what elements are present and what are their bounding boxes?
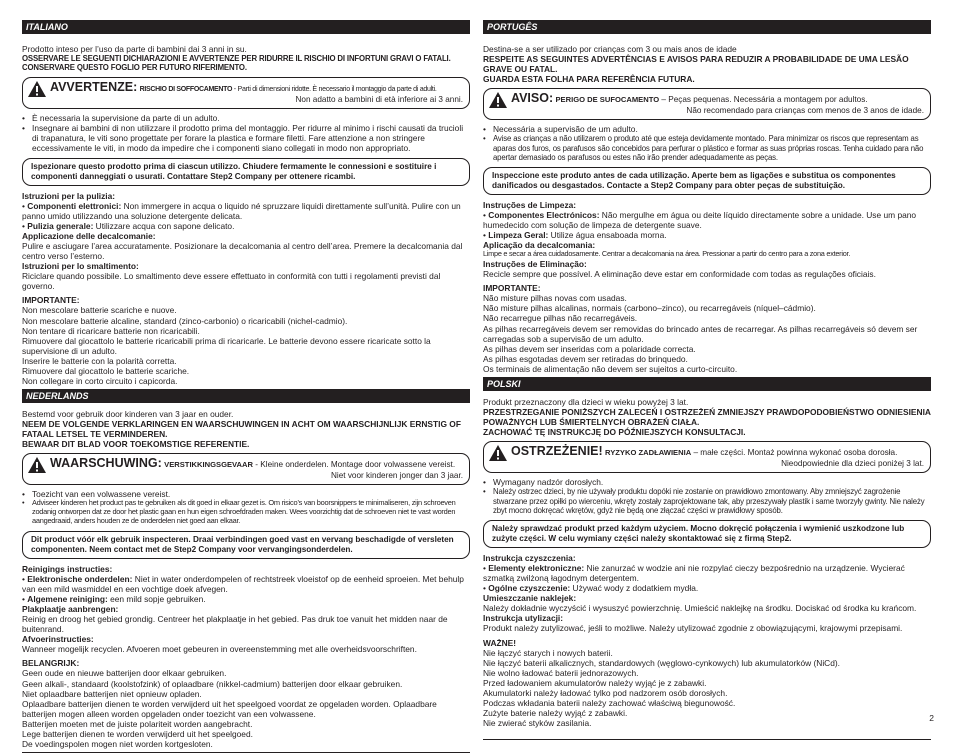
inspection-box: Ispezionare questo prodotto prima di ciascun utilizzo. Chiudere fermamente le connessioni e sostituire i componenti danneggiati o usurati. Contattare Step2 Company per ottenere ricambi. [22,158,470,186]
intro-text: Destina-se a ser utilizado por crianças com 3 ou mais anos de idade [483,44,737,54]
important-line: Não misture pilhas novas com usadas. [483,293,627,304]
warning-text: - Parti di dimensioni ridotte. È necessario il montaggio da parte di adulti. [232,84,437,93]
general-cleaning: • Pulizia generale: Utilizzare acqua con sapone delicato. [22,220,235,231]
section-header-italiano: ITALIANO [22,20,470,34]
list-item: • Wymagany nadzór dorosłych. [483,477,604,488]
keep-notice: GUARDA ESTA FOLHA PARA REFERÊNCIA FUTURA. [483,74,695,85]
list-item: • Adviseer kinderen het product pas te gebruiken als dit goed in elkaar gezet is. Om risico’s van boorsnippers te minimaliseren, zijn schroeven zodanig ontworpen dat ze door het plastic gaan en hun eigen schroefdraden maken. Wees voorzichtig dat de schroeven niet te vast worden aangedraaid, anders houden ze de onderdelen niet goed aan elkaar. [22,498,456,526]
disposal-text: Riciclare quando possibile. Lo smaltimento deve essere effettuato in conformità con tutti i regolamenti previsti dal governo. [22,271,441,292]
warning-title: AVVERTENZE: [50,79,138,94]
inspection-box: Inspeccione este produto antes de cada utilização. Aperte bem as ligações e substitua os componentes danificados ou desgastados. Contacte a Step2 Company para obter peças de substituição. [483,167,931,195]
warning-subtitle: RYZYKO ZADŁAWIENIA [605,448,692,458]
important-line: De voedingspolen mogen niet worden kortgesloten. [22,738,213,749]
electronic-cleaning: • Elementy elektroniczne: Nie zanurzać w wodzie ani nie rozpylać cieczy bezpośrednio na urządzenie. Wycierać szmatką zwilżoną łagodnym detergentem. [483,562,905,584]
cleaning-heading: Instruções de Limpeza: [483,199,577,210]
decal-heading: Umieszczanie naklejek: [483,593,577,604]
general-cleaning: • Algemene reiniging: een mild sopje gebruiken. [22,593,206,604]
important-line: Nie łączyć starych i nowych baterii. [483,647,613,658]
important-line: Podczas wkładania baterii należy zachować właściwą biegunowość. [483,698,736,708]
list-item: • Necessária a supervisão de um adulto. [483,124,638,135]
decal-text: Reinig en droog het gebied grondig. Centreer het plakplaatje in het gebied. Pas druk toe vanuit het midden naar de buitenrand. [22,614,448,635]
decal-heading: Plakplaatje aanbrengen: [22,603,119,614]
list-item: • Avise as crianças a não utilizarem o produto até que esteja devidamente montado. Para minimizar os riscos que representam as aparas dos furos, os parafusos são concebidos para perfurar o plástico e formar as suas próprias roscas. Tenha cuidado para não apertar demasiado os parafusos ou estes não irão prender adequadamente as peças. [483,134,924,162]
safety-notice: RESPEITE AS SEGUINTES ADVERTÊNCIAS E AVISOS PARA REDUZIR A PROBABILIDADE DE UMA LESÃO GRAVE OU FATAL. [483,54,909,75]
decal-text: Pulire e asciugare l’area accuratamente. Posizionare la decalcomania al centro dell’area. Premere la decalcomania dal centro verso l’esterno. [22,241,463,262]
warning-triangle-icon [488,444,508,462]
warning-subtitle: VERSTIKKINGSGEVAAR [164,460,254,470]
list-item: • Należy ostrzec dzieci, by nie używały produktu dopóki nie zostanie on prawidłowo zmontowany. Aby zmniejszyć zagrożenie stwarzane przez opiłki po wierceniu, wkręty zostały zaprojektowane tak, aby przeszywały plastik i same tworzyły gwinty. Nie należy zbyt mocno dokręcać wkrętów, gdyż nie będą one złączać części w prawidłowy sposób. [483,487,925,515]
section-header-polski: POLSKI [483,377,931,391]
warning-text: - Kleine onderdelen. Montage door volwassene vereist. [253,460,456,470]
important-line: Geen alkali-, standaard (koolstofzink) of oplaadbare (nikkel-cadmium) batterijen door elkaar gebruiken. [22,678,403,689]
disposal-heading: Istruzioni per lo smaltimento: [22,261,139,272]
list-item: • Insegnare ai bambini di non utilizzare il prodotto prima del montaggio. Per ridurre al minimo i rischi causati da trucioli di trapanatura, le viti sono progettate per forare la plastica e formare filetti. Fare attenzione a non stringere eccessivamente le viti, in modo da impedire che i componenti siano collegati in modo non appropriato. [22,122,464,153]
warning-box [483,441,931,473]
divider [483,739,931,740]
important-line: Não recarregue pilhas não recarregáveis. [483,313,638,324]
intro-text: Bestemd voor gebruik door kinderen van 3 jaar en ouder. [22,409,234,420]
important-line: Inserire le batterie con la polarità corretta. [22,355,177,366]
general-cleaning: • Limpeza Geral: Utilize água ensaboada morna. [483,230,667,241]
important-line: Nie wolno ładować baterii jednorazowych. [483,667,639,678]
important-line: Non collegare in corto circuito i capicorda. [22,376,178,387]
section-header-portugues: PORTUGÊS [483,20,931,34]
important-line: As pilhas devem ser inseridas com a polaridade correcta. [483,343,696,354]
safety-notice: PRZESTRZEGANIE PONIŻSZYCH ZALECEŃ I OSTRZEŻEŃ ZMNIEJSZY PRAWDOPODOBIEŃSTWO ODNIESIENIA POWAŻNYCH LUB ŚMIERTELNYCH OBRAŻEŃ CIAŁA. [483,407,931,428]
warning-text: – małe części. Montaż powinna wykonać osoba dorosła. [691,448,898,458]
warning-triangle-icon [27,456,47,474]
divider [22,752,470,753]
important-line: Os terminais de alimentação não devem ser sujeitos a curto-circuito. [483,363,738,374]
disposal-heading: Instrukcja utylizacji: [483,613,564,624]
cleaning-heading: Istruzioni per la pulizia: [22,190,116,201]
disposal-heading: Afvoerinstructies: [22,634,94,645]
electronic-cleaning: • Elektronische onderdelen: Niet in water onderdompelen of rechtstreek vloeistof op de eenheid sproeien. Met behulp van een mild wasmiddel en een vochtige doek afvegen. [22,573,464,594]
warning-text-line2: Não recomendado para crianças com menos de 3 anos de idade. [686,106,924,116]
intro-text: Produkt przeznaczony dla dzieci w wieku powyżej 3 lat. [483,396,689,407]
important-line: Batterijen moeten met de juiste polariteit worden aangebracht. [22,718,253,729]
important-line: As pilhas recarregáveis devem ser removidas do brincado antes de recarregar. As pilhas recarregáveis só devem ser carregadas sob a supervisão de um adulto. [483,323,918,344]
warning-box [483,88,931,120]
warning-title: OSTRZEŻENIE! [511,444,603,459]
important-line: Akumulatorki należy ładować tylko pod nadzorem osób dorosłych. [483,687,728,698]
important-line: Nie zwierać styków zasilania. [483,718,592,729]
important-line: Oplaadbare batterijen dienen te worden verwijderd uit het speelgoed voordat ze opgeladen worden. Oplaadbare batterijen mogen alleen worden opgeladen onder toezicht van een volwassene. [22,698,437,719]
disposal-text: Produkt należy zutylizować, jeśli to możliwe. Należy utylizować zgodnie z obowiązującymi, krajowymi przepisami. [483,623,903,634]
warning-triangle-icon [27,80,47,98]
warning-triangle-icon [488,91,508,109]
important-line: Não misture pilhas alcalinas, normais (carbono–zinco), ou recarregáveis (níquel–cádmio). [483,303,816,314]
warning-title: WAARSCHUWING: [50,456,162,471]
decal-text: Należy dokładnie wyczyścić i wysuszyć powierzchnię. Umieścić naklejkę na środku. Dociskać od środka ku krańcom. [483,603,917,614]
important-line: Non mescolare batterie scariche e nuove. [22,305,177,316]
important-line: As pilhas esgotadas devem ser retiradas do brinquedo. [483,353,688,364]
disposal-text: Recicle sempre que possível. A eliminação deve estar em conformidade com todas as regulações oficiais. [483,269,876,280]
electronic-cleaning: • Componenti elettronici: Non immergere in acqua o liquido né spruzzare liquidi direttamente sull’unità. Pulire con un panno umido utilizzando una soluzione detergente delicata. [22,200,461,221]
cleaning-heading: Instrukcja czyszczenia: [483,552,576,563]
warning-box [22,453,470,485]
warning-text: – Peças pequenas. Necessária a montagem por adultos. [659,95,868,105]
page-number: 2 [929,712,934,723]
list-item: • Toezicht van een volwassene vereist. [22,489,171,500]
decal-heading: Aplicação da decalcomania: [483,240,596,251]
important-heading: BELANGRIJK: [22,658,80,669]
inspection-box: Dit product vóór elk gebruik inspecteren. Draai verbindingen goed vast en vervang beschadigde of versleten componenten. Neem contact met de Step2 Company voor vervangingsonderdelen. [22,531,470,559]
keep-notice: BEWAAR DIT BLAD VOOR TOEKOMSTIGE REFERENTIE. [22,439,250,450]
right-column [483,20,931,743]
important-line: Non mescolare batterie alcaline, standard (zinco-carbonio) o ricaricabili (nichel-cadmio). [22,315,348,326]
left-column [22,20,470,756]
decal-heading: Applicazione delle decalcomanie: [22,230,156,241]
warning-subtitle: RISCHIO DI SOFFOCAMENTO [139,85,233,93]
intro-text: Prodotto inteso per l’uso da parte di bambini dai 3 anni in su. [22,44,247,54]
safety-notice: OSSERVARE LE SEGUENTI DICHIARAZIONI E AVVERTENZE PER RIDURRE IL RISCHIO DI INFORTUNI GRAVI O FATALI. CONSERVARE QUESTO FOGLIO PER FUTURO RIFERIMENTO. [22,54,451,73]
important-line: Non tentare di ricaricare batterie non ricaricabili. [22,325,200,336]
important-line: Niet oplaadbare batterijen niet opnieuw opladen. [22,688,202,699]
important-heading: WAŻNE! [483,637,517,648]
section-header-nederlands: NEDERLANDS [22,389,470,403]
safety-notice: NEEM DE VOLGENDE VERKLARINGEN EN WAARSCHUWINGEN IN ACHT OM WAARSCHIJNLIJK ERNSTIG OF FATAAL LETSEL TE VERMINDEREN. [22,419,461,440]
disposal-heading: Instruções de Eliminação: [483,259,587,270]
important-line: Rimuovere dal giocattolo le batterie ricaricabili prima di ricaricarle. Le batterie devono essere ricaricate sotto la supervisione di un adulto. [22,335,431,356]
important-line: Zużyte baterie należy wyjąć z zabawki. [483,708,628,719]
decal-text: Limpe e secar a área cuidadosamente. Centrar a decalcomania na área. Pressionar a partir do centro para a zona exterior. [483,249,851,259]
warning-subtitle: PERIGO DE SUFOCAMENTO [555,95,660,105]
important-line: Lege batterijen dienen te worden verwijderd uit het speelgoed. [22,728,253,739]
important-line: Przed ładowaniem akumulatorów należy wyjąć je z zabawki. [483,677,707,688]
list-item: • È necessaria la supervisione da parte di un adulto. [22,112,220,123]
important-line: Rimuovere dal giocattolo le batterie scariche. [22,365,190,376]
warning-box [22,77,470,109]
important-heading: IMPORTANTE: [22,295,80,306]
inspection-box: Należy sprawdzać produkt przed każdym użyciem. Mocno dokręcić połączenia i wymienić uszkodzone lub zużyte części. W celu wymiany części należy skontaktować się z firmą Step2. [483,520,931,548]
warning-text-line2: Niet voor kinderen jonger dan 3 jaar. [331,471,463,481]
warning-title: AVISO: [511,91,554,106]
cleaning-heading: Reinigings instructies: [22,563,113,574]
general-cleaning: • Ogólne czyszczenie: Używać wody z dodatkiem mydła. [483,583,699,594]
warning-text-line2: Nieodpowiednie dla dzieci poniżej 3 lat. [781,459,924,469]
keep-notice: ZACHOWAĆ TĘ INSTRUKCJĘ DO PÓŹNIEJSZYCH KONSULTACJI. [483,427,746,438]
warning-text-line2: Non adatto a bambini di età inferiore ai 3 anni. [295,94,463,104]
electronic-cleaning: • Componentes Electrónicos: Não mergulhe em água ou deite líquido directamente sobre a unidade. Use um pano humedecido com solução de limpeza de detergente suave. [483,210,917,231]
important-heading: IMPORTANTE: [483,283,541,294]
disposal-text: Wanneer mogelijk recyclen. Afvoeren moet gebeuren in overeenstemming met alle overheidsvoorschriften. [22,644,417,655]
important-line: Nie łączyć baterii alkalicznych, standardowych (węglowo-cynkowych) lub akumulatorków (NiCd). [483,657,841,668]
important-line: Geen oude en nieuwe batterijen door elkaar gebruiken. [22,668,227,679]
